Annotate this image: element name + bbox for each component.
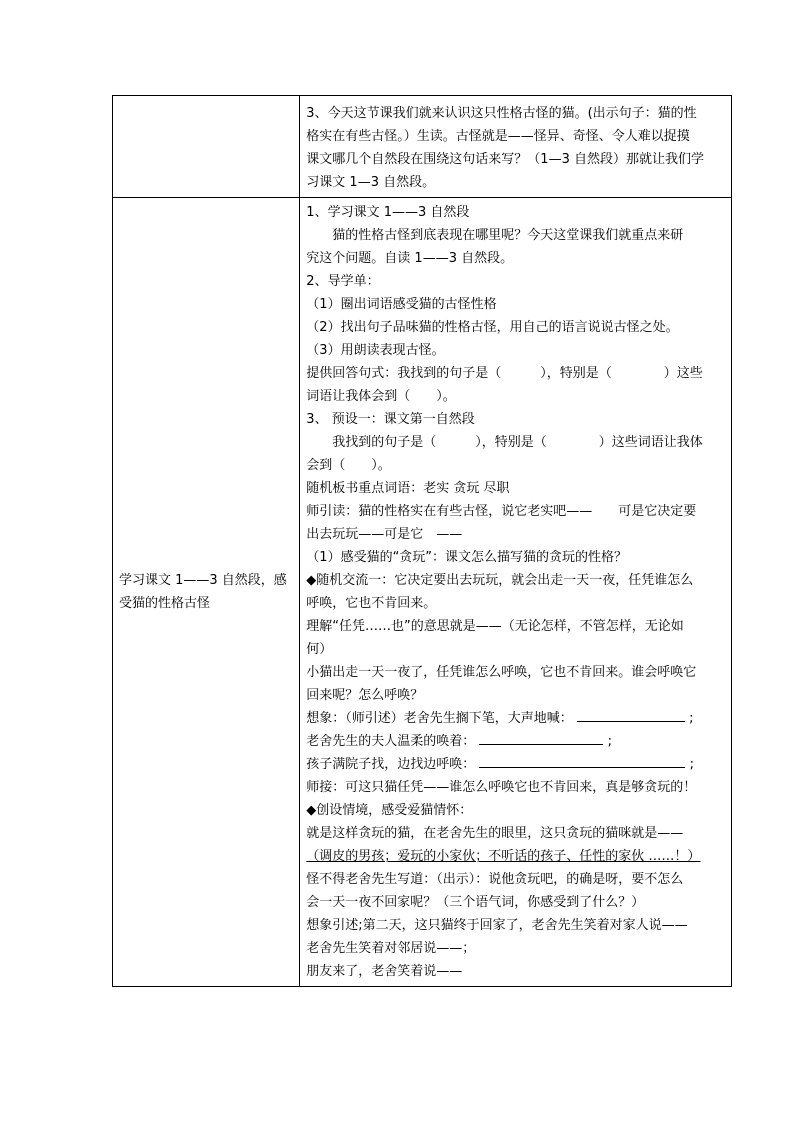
answer-blank: [479, 753, 685, 768]
text-line: 猫的性格古怪到底表现在哪里呢？今天这堂课我们就重点来研: [332, 228, 684, 243]
text-line: 1、学习课文 1——3 自然段: [306, 205, 470, 220]
fill-in-line: [306, 730, 727, 753]
text-line: 提供回答句式：我找到的句子是（ ），特别是（ ）这些: [306, 366, 703, 381]
text-line: 小猫出走一天一夜了，任凭谁怎么呼唤，它也不肯回来。谁会呼唤它: [306, 665, 697, 680]
text-line: 习课文 1—3 自然段。: [306, 175, 436, 190]
text-line: 究这个问题。自读 1——3 自然段。: [306, 251, 514, 266]
table-row: [113, 96, 732, 198]
text-line: 怪不得老舍先生写道：（出示）：说他贪玩吧，的确是呀，要不怎么: [306, 872, 684, 887]
fill-in-prompt: 老舍先生的夫人温柔的唤着：: [306, 734, 476, 749]
blank-suffix: ;: [607, 734, 612, 749]
text-line: 3、今天这节课我们就来认识这只性格古怪的猫。(出示句子：猫的性: [306, 106, 697, 121]
text-line: ◆创设情境，感受爱猫情怀：: [306, 803, 473, 818]
text-line: 课文哪几个自然段在围绕这句话来写？（1—3 自然段）那就让我们学: [306, 152, 704, 167]
text-line: 会到（ ）。: [306, 458, 391, 473]
fill-in-line: [306, 753, 727, 776]
text-line: 呼唤，它也不肯回来。: [306, 596, 437, 611]
text-line: 就是这样贪玩的猫，在老舍先生的眼里，这只贪玩的猫咪就是——: [306, 826, 684, 841]
fill-in-line: [306, 707, 727, 730]
blank-suffix: ;: [689, 711, 694, 726]
underlined-text-line: （调皮的男孩；爱玩的小家伙；不听话的孩子、任性的家伙 ……！）: [306, 849, 701, 864]
text-line: 会一天一夜不回家呢？（三个语气词，你感受到了什么？）: [306, 895, 645, 910]
step-content-cell: [300, 198, 732, 987]
fill-in-prompt: 孩子满院子找，边找边呼唤：: [306, 757, 476, 772]
text-line: 随机板书重点词语：老实 贪玩 尽职: [306, 481, 510, 496]
answer-blank: [577, 707, 685, 722]
text-line: 老舍先生笑着对邻居说——；: [306, 941, 476, 956]
text-line: 想象引述;第二天，这只猫终于回家了，老舍先生笑着对家人说——: [306, 918, 688, 933]
text-line: 师引读：猫的性格实在有些古怪，说它老实吧—— 可是它决定要: [306, 504, 697, 519]
answer-blank: [479, 730, 603, 745]
step-title-cell: [113, 198, 300, 987]
step-title-line: 学习课文 1——3 自然段，感: [119, 573, 287, 588]
blank-suffix: ;: [689, 757, 694, 772]
text-line: 师接：可这只猫任凭——谁怎么呼唤它也不肯回来，真是够贪玩的！: [306, 780, 697, 795]
text-line: （1）感受猫的“贪玩”：课文怎么描写猫的贪玩的性格？: [306, 550, 628, 565]
table-row: [113, 198, 732, 987]
text-line: 理解“任凭……也”的意思就是——（无论怎样，不管怎样，无论如: [306, 619, 684, 634]
text-line: 出去玩玩——可是它 ——: [306, 527, 463, 542]
lesson-plan-table: [112, 95, 732, 987]
text-line: （3）用朗读表现古怪。: [306, 343, 445, 358]
text-line: （2）找出句子品味猫的性格古怪，用自己的语言说说古怪之处。: [306, 320, 679, 335]
step-title-cell-empty: [113, 96, 300, 198]
text-line: 朋友来了，老舍笑着说——: [306, 964, 463, 979]
text-line: 3、 预设一：课文第一自然段: [306, 412, 475, 427]
text-line: （1）圈出词语感受猫的古怪性格: [306, 297, 497, 312]
text-line: ◆随机交流一：它决定要出去玩玩，就会出走一天一夜，任凭谁怎么: [306, 573, 694, 588]
text-line: 格实在有些古怪。）生读。古怪就是——怪异、奇怪、令人难以捉摸: [306, 129, 690, 144]
step-content-cell: [300, 96, 732, 198]
step-title-line: 受猫的性格古怪: [119, 596, 211, 611]
text-line: 何）: [306, 642, 333, 657]
text-line: 词语让我体会到（ ）。: [306, 389, 456, 404]
text-line: 2、导学单：: [306, 274, 380, 289]
text-line: 回来呢？怎么呼唤？: [306, 688, 424, 703]
fill-in-prompt: 想象：（师引述）老舍先生搁下笔，大声地喊：: [306, 711, 573, 726]
text-line: 我找到的句子是（ ），特别是（ ）这些词语让我体: [332, 435, 703, 450]
